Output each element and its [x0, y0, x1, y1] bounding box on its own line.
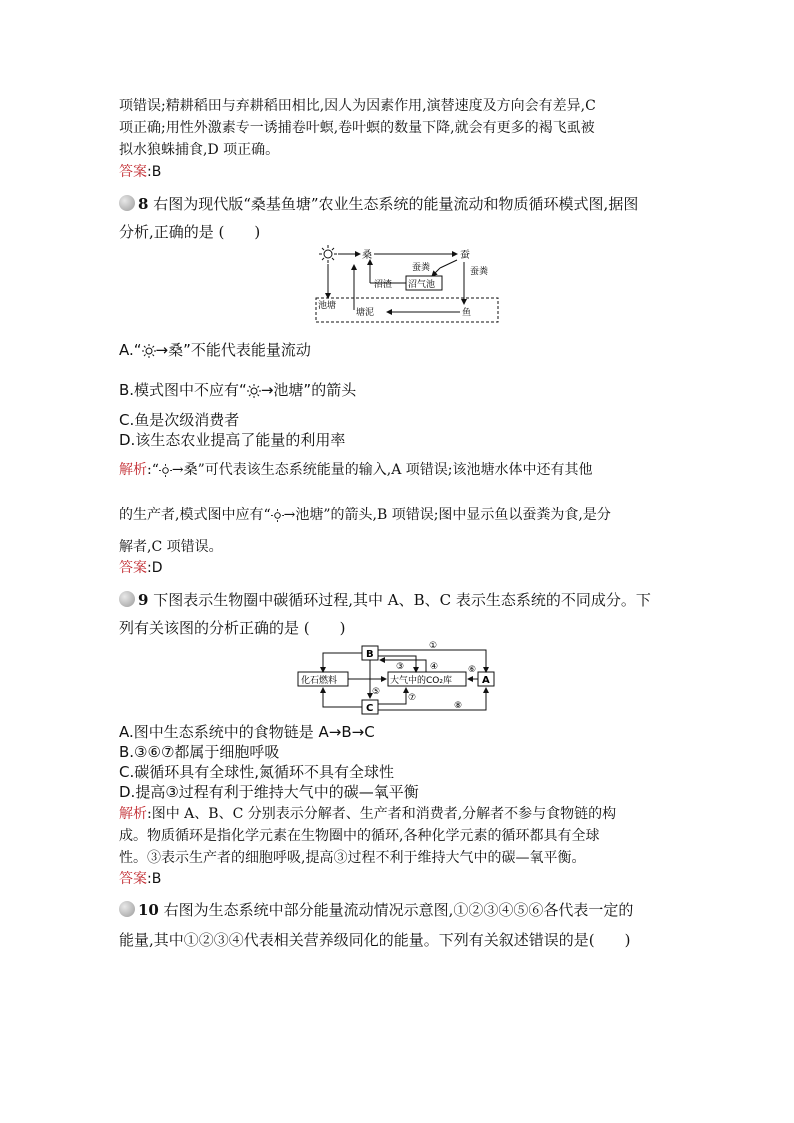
option-text: B.模式图中不应有“: [119, 381, 247, 399]
option-text: ”不能代表能量流动: [183, 341, 311, 359]
explanation-line: [119, 505, 679, 525]
label-can: 蚕: [460, 250, 470, 261]
question-number: 9: [138, 591, 149, 609]
label-yu: 鱼: [462, 308, 472, 318]
option-text: →池塘: [260, 381, 304, 399]
option-a[interactable]: [119, 340, 311, 360]
expl-text: ”可代表该生态系统能量的输入,A 项错误;该池塘水体中还有其他: [197, 462, 593, 478]
text-line: 项错误;精耕稻田与弃耕稻田相比,因人为因素作用,演替速度及方向会有差异,C: [119, 98, 596, 114]
text-line: 项正确;用性外激素专一诱捕卷叶螟,卷叶螟的数量下降,就会有更多的褐飞虱被: [119, 120, 595, 136]
question-10-stem-line2: 能量,其中①②③④代表相关营养级同化的能量。下列有关叙述错误的是( ): [119, 931, 631, 949]
option-b[interactable]: [119, 380, 356, 400]
question-8-stem-line2: 分析,正确的是 ( ): [119, 223, 261, 241]
label-n1: ①: [429, 641, 438, 651]
label-zhaozha: 沼渣: [374, 280, 393, 290]
carbon-cycle-diagram: [296, 640, 498, 720]
question-9-stem-line2: 列有关该图的分析正确的是 ( ): [119, 619, 346, 637]
explanation-line: [119, 460, 679, 480]
label-a: A: [482, 675, 490, 686]
label-n5: ⑤: [372, 687, 381, 697]
question-number: 10: [138, 901, 159, 919]
label-n3: ③: [396, 662, 405, 672]
sun-icon: [159, 464, 172, 477]
expl-text: →桑: [171, 462, 198, 478]
expl-text: →池塘: [283, 507, 324, 523]
label-fossil: 化石燃料: [301, 676, 338, 686]
answer-label: 答案: [119, 164, 147, 180]
label-tangni: 塘泥: [356, 308, 375, 318]
sun-icon: [271, 509, 284, 522]
option-c[interactable]: C.碳循环具有全球性,氮循环不具有全球性: [119, 763, 395, 781]
bullet-icon: [119, 591, 135, 607]
option-text: ”的箭头: [303, 381, 357, 399]
option-c[interactable]: C.鱼是次级消费者: [119, 411, 240, 429]
explanation-line: 解者,C 项错误。: [119, 539, 223, 555]
label-chitang: 池塘: [318, 301, 337, 311]
sun-icon: [247, 384, 261, 398]
label-co2: 大气中的CO₂库: [390, 676, 452, 686]
answer-value: :D: [147, 560, 163, 576]
expl-text: ”的箭头,B 项错误;图中显示鱼以蚕粪为食,是分: [323, 507, 611, 523]
option-d[interactable]: D.该生态农业提高了能量的利用率: [119, 431, 346, 449]
label-b: B: [366, 649, 374, 660]
bullet-icon: [119, 195, 135, 211]
label-c: C: [366, 703, 374, 714]
label-canfen-2: 蚕粪: [470, 267, 489, 277]
option-text: A.“: [119, 341, 142, 359]
expl-text: 的生产者,模式图中应有“: [119, 507, 271, 523]
explanation-line: [119, 804, 679, 824]
expl-text: :图中 A、B、C 分别表示分解者、生产者和消费者,分解者不参与食物链的构: [147, 806, 617, 822]
label-zhaoqichi: 沼气池: [408, 280, 436, 290]
sangji-yutang-diagram: [312, 240, 502, 326]
explanation-line: 性。③表示生产者的细胞呼吸,提高③过程不利于维持大气中的碳—氧平衡。: [119, 850, 586, 866]
sun-icon: [142, 344, 156, 358]
question-number: 8: [138, 195, 149, 213]
label-canfen: 蚕粪: [412, 263, 431, 273]
option-b[interactable]: B.③⑥⑦都属于细胞呼吸: [119, 743, 280, 761]
answer-line: [119, 869, 679, 889]
question-9-stem: [119, 588, 679, 612]
label-n8: ⑧: [454, 701, 463, 711]
label-n7: ⑦: [408, 693, 417, 703]
option-d[interactable]: D.提高③过程有利于维持大气中的碳—氧平衡: [119, 783, 419, 801]
label-n4: ④: [430, 662, 439, 672]
explanation-label: 解析: [119, 462, 147, 478]
question-8-stem: [119, 192, 679, 216]
answer-line: [119, 162, 679, 182]
answer-label: 答案: [119, 560, 147, 576]
question-text: 右图为生态系统中部分能量流动情况示意图,①②③④⑤⑥各代表一定的: [163, 901, 634, 919]
option-a[interactable]: A.图中生态系统中的食物链是 A→B→C: [119, 723, 375, 741]
answer-value: :B: [147, 871, 162, 887]
question-10-stem: [119, 898, 679, 922]
answer-value: :B: [147, 164, 162, 180]
question-text: 右图为现代版“桑基鱼塘”农业生态系统的能量流动和物质循环模式图,据图: [153, 195, 639, 213]
answer-label: 答案: [119, 871, 147, 887]
label-n6: ⑥: [468, 665, 477, 675]
label-sang: 桑: [362, 250, 372, 261]
expl-text: :“: [147, 462, 159, 478]
answer-line: [119, 558, 679, 578]
bullet-icon: [119, 901, 135, 917]
explanation-line: 成。物质循环是指化学元素在生物圈中的循环,各种化学元素的循环都具有全球: [119, 828, 600, 844]
sun-icon: [319, 245, 337, 263]
text-line: 拟水狼蛛捕食,D 项正确。: [119, 142, 280, 158]
option-text: →桑: [155, 341, 184, 359]
question-text: 下图表示生物圈中碳循环过程,其中 A、B、C 表示生态系统的不同成分。下: [153, 591, 651, 609]
explanation-label: 解析: [119, 806, 147, 822]
